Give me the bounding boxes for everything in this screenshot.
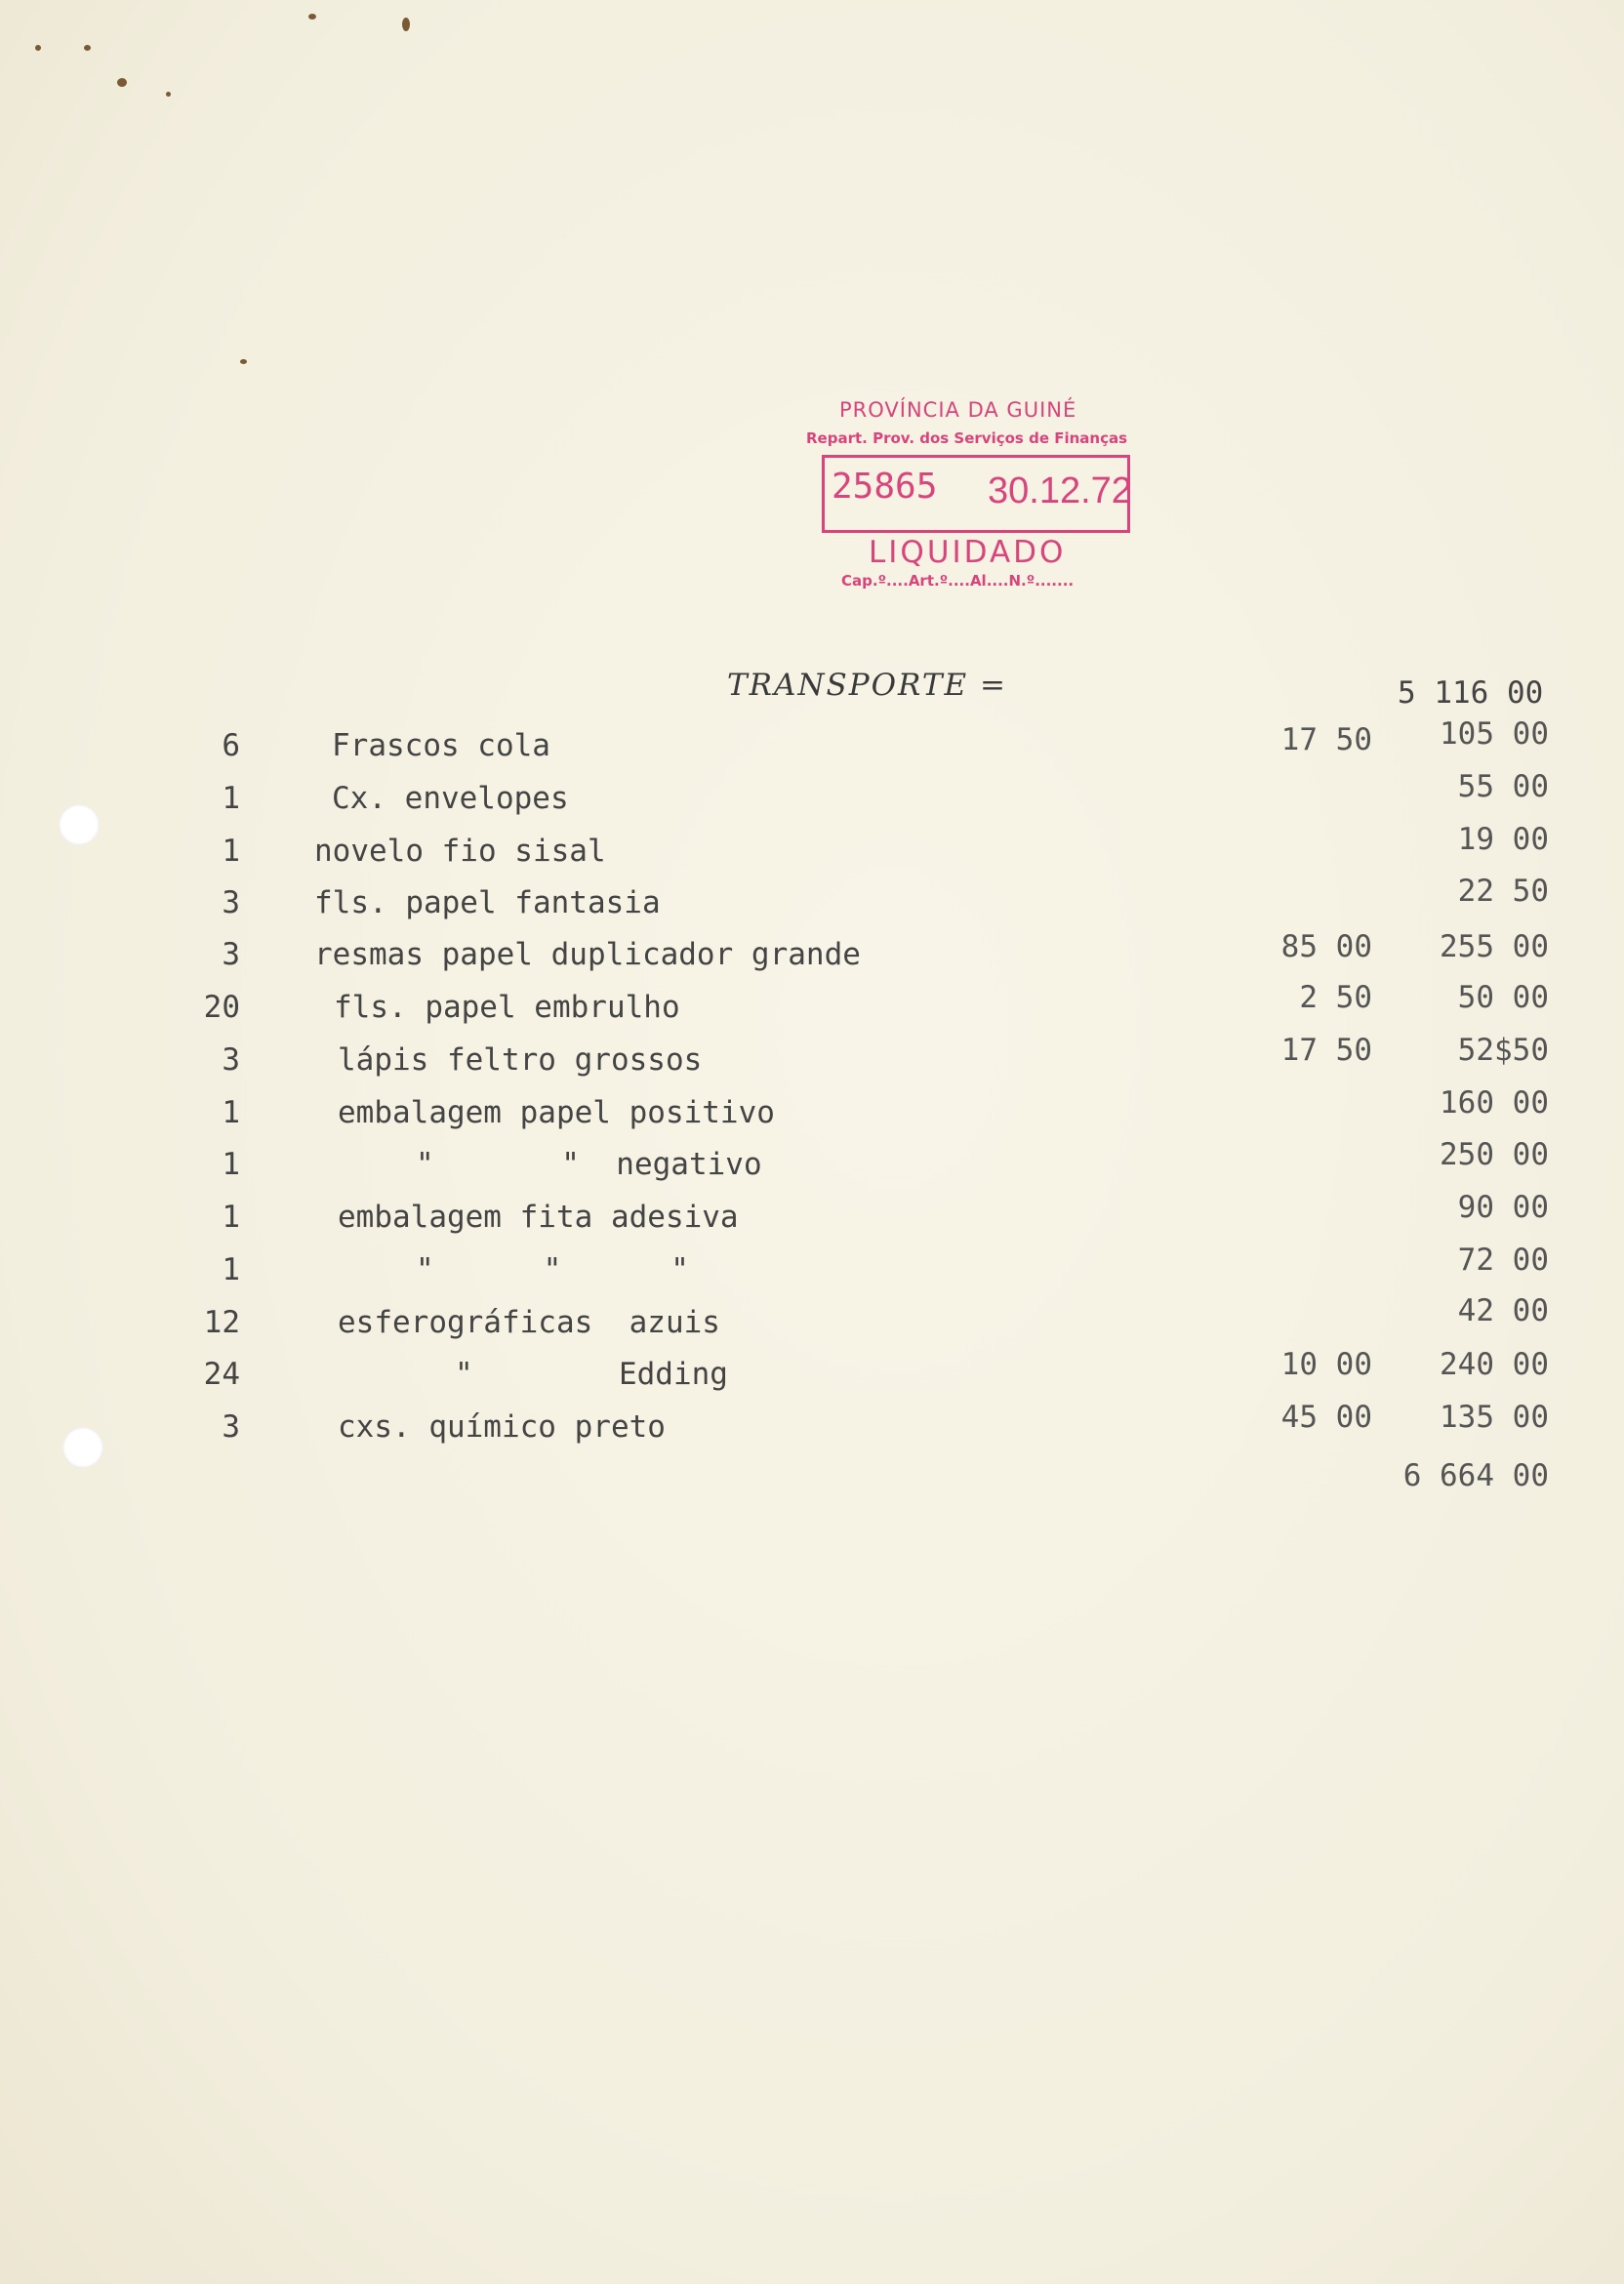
item-description: lápis feltro grossos bbox=[338, 1042, 703, 1078]
item-description: Cx. envelopes bbox=[332, 781, 569, 816]
item-qty: 1 bbox=[222, 1095, 240, 1130]
paper-speck bbox=[402, 18, 410, 31]
paper-speck bbox=[35, 45, 41, 51]
item-total: 90 00 bbox=[1457, 1190, 1549, 1225]
item-qty: 1 bbox=[222, 781, 240, 816]
list-item bbox=[0, 1137, 1624, 1200]
item-total: 42 00 bbox=[1457, 1293, 1549, 1328]
item-unit-price: 17 50 bbox=[1280, 722, 1372, 757]
list-item bbox=[0, 1293, 1624, 1358]
transporte-label: TRANSPORTE = bbox=[727, 668, 1007, 703]
paper-speck bbox=[166, 92, 171, 97]
item-qty: 1 bbox=[222, 1200, 240, 1235]
item-total: 105 00 bbox=[1440, 716, 1549, 752]
list-item bbox=[0, 716, 1624, 781]
item-total: 160 00 bbox=[1440, 1085, 1549, 1121]
item-description: " " " bbox=[416, 1252, 689, 1287]
item-description: cxs. químico preto bbox=[338, 1409, 666, 1445]
list-item bbox=[0, 1347, 1624, 1409]
list-item bbox=[0, 769, 1624, 834]
transporte-value: 5 116 00 bbox=[1398, 675, 1544, 711]
item-qty: 1 bbox=[222, 834, 240, 869]
item-description: " " negativo bbox=[416, 1147, 762, 1182]
item-total: 55 00 bbox=[1457, 769, 1549, 804]
item-qty: 20 bbox=[203, 990, 240, 1025]
item-qty: 6 bbox=[222, 728, 240, 763]
list-item bbox=[0, 929, 1624, 990]
item-description: Frascos cola bbox=[332, 728, 550, 763]
item-total: 50 00 bbox=[1457, 980, 1549, 1015]
item-total: 22 50 bbox=[1457, 874, 1549, 909]
list-item bbox=[0, 1243, 1624, 1305]
item-description: " Edding bbox=[455, 1357, 728, 1392]
list-item bbox=[0, 874, 1624, 938]
item-unit-price: 85 00 bbox=[1280, 929, 1372, 964]
paper-speck bbox=[84, 45, 91, 51]
list-item bbox=[0, 1400, 1624, 1462]
item-description: fls. papel fantasia bbox=[314, 885, 661, 920]
item-qty: 3 bbox=[222, 937, 240, 972]
item-total: 250 00 bbox=[1440, 1137, 1549, 1172]
stamp-date: 30.12.72 bbox=[988, 470, 1132, 511]
item-total: 72 00 bbox=[1457, 1243, 1549, 1278]
item-description: novelo fio sisal bbox=[314, 834, 606, 869]
stamp-fields: Cap.º....Art.º....Al....N.º....... bbox=[841, 572, 1075, 590]
item-unit-price: 10 00 bbox=[1280, 1347, 1372, 1382]
list-item bbox=[0, 980, 1624, 1042]
item-total: 240 00 bbox=[1440, 1347, 1549, 1382]
stamp-department: Repart. Prov. dos Serviços de Finanças bbox=[806, 429, 1128, 447]
item-description: esferográficas azuis bbox=[338, 1305, 720, 1340]
item-qty: 24 bbox=[203, 1357, 240, 1392]
item-qty: 12 bbox=[203, 1305, 240, 1340]
paper-speck bbox=[117, 78, 127, 87]
stamp-number: 25865 bbox=[832, 467, 938, 507]
item-description: resmas papel duplicador grande bbox=[314, 937, 861, 972]
item-total: 52$50 bbox=[1457, 1033, 1549, 1068]
list-item bbox=[0, 1190, 1624, 1252]
paper-speck bbox=[240, 359, 247, 364]
item-total: 135 00 bbox=[1440, 1400, 1549, 1435]
item-qty: 3 bbox=[222, 1042, 240, 1078]
item-qty: 3 bbox=[222, 885, 240, 920]
stamp-status: LIQUIDADO bbox=[869, 535, 1067, 570]
item-description: fls. papel embrulho bbox=[334, 990, 680, 1025]
list-item bbox=[0, 822, 1624, 886]
item-description: embalagem papel positivo bbox=[338, 1095, 775, 1130]
list-item bbox=[0, 1033, 1624, 1095]
paper-speck bbox=[308, 14, 316, 20]
stamp-province: PROVÍNCIA DA GUINÉ bbox=[839, 398, 1077, 422]
grand-total: 6 664 00 bbox=[1402, 1458, 1549, 1493]
item-qty: 1 bbox=[222, 1147, 240, 1182]
item-total: 255 00 bbox=[1440, 929, 1549, 964]
item-unit-price: 17 50 bbox=[1280, 1033, 1372, 1068]
item-description: embalagem fita adesiva bbox=[338, 1200, 739, 1235]
item-unit-price: 45 00 bbox=[1280, 1400, 1372, 1435]
item-total: 19 00 bbox=[1457, 822, 1549, 857]
list-item bbox=[0, 1085, 1624, 1148]
item-qty: 1 bbox=[222, 1252, 240, 1287]
item-unit-price: 2 50 bbox=[1299, 980, 1372, 1015]
item-qty: 3 bbox=[222, 1409, 240, 1445]
